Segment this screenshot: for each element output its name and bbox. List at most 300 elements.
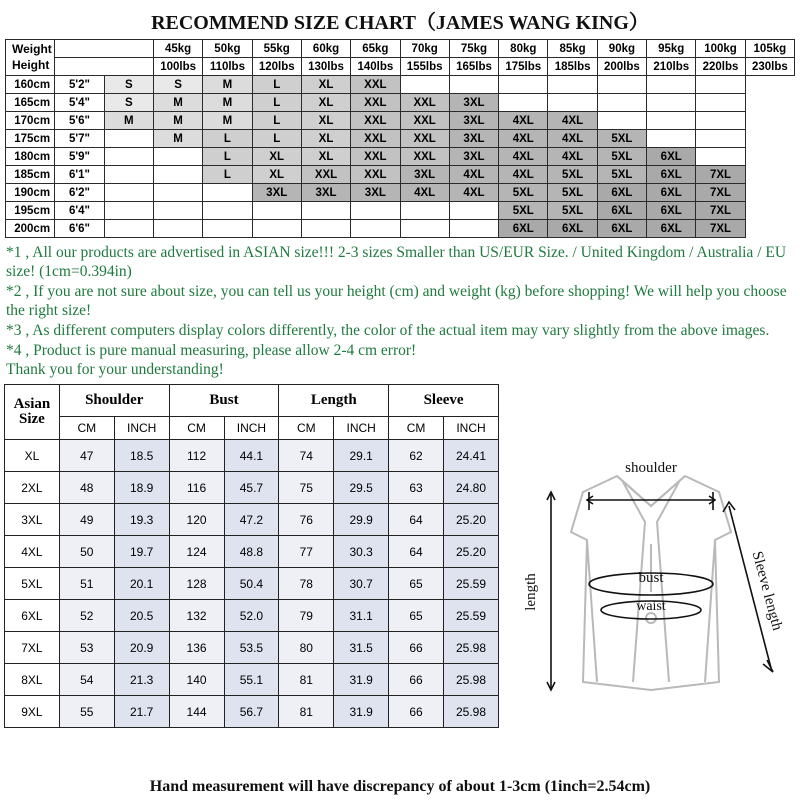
size-cell-r4-c0 (104, 148, 153, 166)
spacer-cell (55, 40, 154, 58)
meas-cell-r8-c2: 144 (169, 696, 224, 728)
meas-cell-r5-c6: 65 (389, 600, 444, 632)
lbs-header-7: 175lbs (499, 58, 548, 76)
table-row (5, 696, 499, 728)
meas-cell-r6-c5: 31.5 (334, 632, 389, 664)
size-cell-r3-c10: 5XL (597, 130, 646, 148)
asian-size-4XL: 4XL (5, 536, 60, 568)
size-cell-r1-c6: XXL (400, 94, 449, 112)
size-cell-r6-c6: 4XL (400, 184, 449, 202)
meas-cell-r7-c3: 55.1 (224, 664, 279, 696)
size-cell-r8-c8: 6XL (499, 220, 548, 238)
size-cell-r2-c5: XXL (351, 112, 400, 130)
size-cell-r2-c11 (647, 112, 696, 130)
size-cell-r4-c9: 4XL (548, 148, 597, 166)
note-3: *3 , As different computers display colors differently, the color of the actual item may vary slightly from the above images. (6, 321, 770, 339)
meas-cell-r1-c1: 18.9 (114, 472, 169, 504)
label-waist: waist (636, 599, 666, 615)
unit-3: INCH (224, 417, 279, 440)
size-cell-r2-c9: 4XL (548, 112, 597, 130)
size-cell-r2-c1: M (153, 112, 202, 130)
size-cell-r7-c8: 5XL (499, 202, 548, 220)
height-ft-5: 6'1" (55, 166, 104, 184)
lbs-header-4: 140lbs (351, 58, 400, 76)
meas-cell-r1-c2: 116 (169, 472, 224, 504)
meas-cell-r7-c1: 21.3 (114, 664, 169, 696)
asian-size-7XL: 7XL (5, 632, 60, 664)
size-cell-r7-c6 (400, 202, 449, 220)
meas-cell-r1-c3: 45.7 (224, 472, 279, 504)
size-cell-r5-c7: 4XL (449, 166, 498, 184)
size-cell-r7-c5 (351, 202, 400, 220)
meas-cell-r8-c3: 56.7 (224, 696, 279, 728)
meas-cell-r5-c5: 31.1 (334, 600, 389, 632)
size-cell-r0-c3: L (252, 76, 301, 94)
meas-cell-r2-c5: 29.9 (334, 504, 389, 536)
meas-cell-r0-c4: 74 (279, 440, 334, 472)
height-ft-1: 5'4" (55, 94, 104, 112)
meas-cell-r7-c5: 31.9 (334, 664, 389, 696)
kg-header-6: 75kg (449, 40, 498, 58)
unit-0: CM (59, 417, 114, 440)
lbs-header-10: 210lbs (647, 58, 696, 76)
height-label: Height (12, 57, 50, 72)
height-ft-6: 6'2" (55, 184, 104, 202)
meas-cell-r6-c4: 80 (279, 632, 334, 664)
size-cell-r6-c9: 5XL (548, 184, 597, 202)
size-cell-r2-c6: XXL (400, 112, 449, 130)
asian-size-8XL: 8XL (5, 664, 60, 696)
table-row (5, 568, 499, 600)
label-sleeve-length: Sleeve length (748, 550, 786, 633)
meas-cell-r0-c2: 112 (169, 440, 224, 472)
size-cell-r0-c6 (400, 76, 449, 94)
size-cell-r7-c7 (449, 202, 498, 220)
kg-header-11: 100kg (696, 40, 745, 58)
size-cell-r4-c11: 6XL (647, 148, 696, 166)
unit-6: CM (389, 417, 444, 440)
meas-cell-r2-c4: 76 (279, 504, 334, 536)
size-cell-r3-c9: 4XL (548, 130, 597, 148)
unit-5: INCH (334, 417, 389, 440)
meas-cell-r4-c5: 30.7 (334, 568, 389, 600)
group-shoulder: Shoulder (59, 385, 169, 417)
note-1: *1 , All our products are advertised in ASIAN size!!! 2-3 sizes Smaller than US/EUR Size. / United Kingdom / Australia / EU size! (1cm=0.394in) (6, 244, 787, 280)
size-cell-r8-c12: 7XL (696, 220, 745, 238)
height-cm-7: 195cm (6, 202, 55, 220)
size-cell-r6-c3: 3XL (252, 184, 301, 202)
meas-cell-r2-c7: 25.20 (444, 504, 499, 536)
height-cm-2: 170cm (6, 112, 55, 130)
height-ft-8: 6'6" (55, 220, 104, 238)
height-cm-6: 190cm (6, 184, 55, 202)
size-cell-r2-c10 (597, 112, 646, 130)
meas-cell-r0-c6: 62 (389, 440, 444, 472)
meas-cell-r8-c6: 66 (389, 696, 444, 728)
meas-cell-r2-c0: 49 (59, 504, 114, 536)
size-cell-r8-c0 (104, 220, 153, 238)
size-cell-r4-c4: XL (301, 148, 350, 166)
kg-header-3: 60kg (301, 40, 350, 58)
size-cell-r8-c9: 6XL (548, 220, 597, 238)
meas-cell-r4-c3: 50.4 (224, 568, 279, 600)
jacket-svg (505, 432, 797, 732)
size-cell-r4-c8: 4XL (499, 148, 548, 166)
group-length: Length (279, 385, 389, 417)
table-row (6, 184, 795, 202)
size-cell-r6-c4: 3XL (301, 184, 350, 202)
size-cell-r7-c1 (153, 202, 202, 220)
size-cell-r5-c5: XXL (351, 166, 400, 184)
label-length: length (523, 573, 539, 612)
meas-cell-r7-c0: 54 (59, 664, 114, 696)
meas-cell-r7-c7: 25.98 (444, 664, 499, 696)
table-row (5, 600, 499, 632)
meas-cell-r6-c1: 20.9 (114, 632, 169, 664)
table-row (6, 76, 795, 94)
size-cell-r4-c7: 3XL (449, 148, 498, 166)
meas-cell-r6-c2: 136 (169, 632, 224, 664)
size-cell-r8-c1 (153, 220, 202, 238)
label-bust: bust (638, 570, 664, 587)
size-cell-r7-c2 (203, 202, 252, 220)
size-cell-r0-c1: S (153, 76, 202, 94)
table-row-kg-header (6, 40, 795, 58)
meas-cell-r3-c7: 25.20 (444, 536, 499, 568)
size-cell-r6-c1 (153, 184, 202, 202)
size-cell-r8-c2 (203, 220, 252, 238)
measurement-unit-header-row (5, 417, 499, 440)
meas-cell-r5-c7: 25.59 (444, 600, 499, 632)
meas-cell-r3-c1: 19.7 (114, 536, 169, 568)
size-cell-r4-c3: XL (252, 148, 301, 166)
meas-cell-r3-c0: 50 (59, 536, 114, 568)
note-2: *2 , If you are not sure about size, you can tell us your height (cm) and weight (kg) before shopping! We will help you choose the right size! (6, 282, 787, 319)
height-cm-4: 180cm (6, 148, 55, 166)
meas-cell-r4-c4: 78 (279, 568, 334, 600)
meas-cell-r2-c6: 64 (389, 504, 444, 536)
meas-cell-r2-c3: 47.2 (224, 504, 279, 536)
meas-cell-r0-c3: 44.1 (224, 440, 279, 472)
jacket-measurement-diagram (505, 432, 797, 732)
height-ft-3: 5'7" (55, 130, 104, 148)
table-row (6, 148, 795, 166)
kg-header-12: 105kg (745, 40, 794, 58)
meas-cell-r1-c0: 48 (59, 472, 114, 504)
size-cell-r0-c12 (696, 76, 745, 94)
size-cell-r1-c0: S (104, 94, 153, 112)
size-chart-body (6, 76, 795, 238)
height-cm-0: 160cm (6, 76, 55, 94)
height-ft-0: 5'2" (55, 76, 104, 94)
size-cell-r6-c7: 4XL (449, 184, 498, 202)
table-row (6, 112, 795, 130)
kg-header-2: 55kg (252, 40, 301, 58)
asian-size-XL: XL (5, 440, 60, 472)
asian-size-6XL: 6XL (5, 600, 60, 632)
lbs-header-0: 100lbs (153, 58, 202, 76)
meas-cell-r3-c2: 124 (169, 536, 224, 568)
size-cell-r6-c12: 7XL (696, 184, 745, 202)
kg-header-4: 65kg (351, 40, 400, 58)
meas-cell-r4-c2: 128 (169, 568, 224, 600)
height-cm-8: 200cm (6, 220, 55, 238)
size-cell-r5-c3: XL (252, 166, 301, 184)
lbs-header-6: 165lbs (449, 58, 498, 76)
notes-block (6, 244, 796, 380)
size-cell-r3-c8: 4XL (499, 130, 548, 148)
size-cell-r5-c2: L (203, 166, 252, 184)
size-cell-r7-c0 (104, 202, 153, 220)
meas-cell-r8-c1: 21.7 (114, 696, 169, 728)
kg-header-9: 90kg (597, 40, 646, 58)
meas-cell-r0-c1: 18.5 (114, 440, 169, 472)
unit-1: INCH (114, 417, 169, 440)
note-thanks: Thank you for your understanding! (6, 361, 224, 379)
lbs-header-11: 220lbs (696, 58, 745, 76)
asian-size-9XL: 9XL (5, 696, 60, 728)
size-cell-r8-c10: 6XL (597, 220, 646, 238)
size-cell-r3-c4: XL (301, 130, 350, 148)
group-sleeve: Sleeve (389, 385, 499, 417)
size-cell-r3-c3: L (252, 130, 301, 148)
meas-cell-r3-c3: 48.8 (224, 536, 279, 568)
lbs-header-9: 200lbs (597, 58, 646, 76)
size-cell-r6-c8: 5XL (499, 184, 548, 202)
asian-size-2XL: 2XL (5, 472, 60, 504)
meas-cell-r4-c7: 25.59 (444, 568, 499, 600)
size-cell-r0-c2: M (203, 76, 252, 94)
size-cell-r5-c0 (104, 166, 153, 184)
table-row-lbs-header (6, 58, 795, 76)
size-cell-r5-c11: 6XL (647, 166, 696, 184)
kg-header-8: 85kg (548, 40, 597, 58)
meas-cell-r6-c3: 53.5 (224, 632, 279, 664)
table-row (5, 536, 499, 568)
height-ft-2: 5'6" (55, 112, 104, 130)
lbs-header-2: 120lbs (252, 58, 301, 76)
unit-4: CM (279, 417, 334, 440)
table-row (5, 440, 499, 472)
size-cell-r3-c7: 3XL (449, 130, 498, 148)
size-cell-r4-c1 (153, 148, 202, 166)
table-row (5, 504, 499, 536)
meas-cell-r1-c7: 24.80 (444, 472, 499, 504)
table-row (6, 94, 795, 112)
lbs-header-12: 230lbs (745, 58, 794, 76)
recommend-size-table (5, 39, 795, 238)
size-cell-r2-c4: XL (301, 112, 350, 130)
weight-label: Weight (12, 41, 52, 56)
size-cell-r4-c2: L (203, 148, 252, 166)
table-row (6, 202, 795, 220)
kg-header-0: 45kg (153, 40, 202, 58)
lbs-header-3: 130lbs (301, 58, 350, 76)
kg-header-10: 95kg (647, 40, 696, 58)
size-cell-r0-c0: S (104, 76, 153, 94)
asian-size-3XL: 3XL (5, 504, 60, 536)
measurement-group-header-row (5, 385, 499, 417)
size-cell-r4-c5: XXL (351, 148, 400, 166)
size-cell-r6-c2 (203, 184, 252, 202)
kg-header-7: 80kg (499, 40, 548, 58)
meas-cell-r0-c7: 24.41 (444, 440, 499, 472)
height-ft-4: 5'9" (55, 148, 104, 166)
size-cell-r5-c6: 3XL (400, 166, 449, 184)
size-cell-r2-c0: M (104, 112, 153, 130)
size-cell-r1-c4: XL (301, 94, 350, 112)
meas-cell-r2-c1: 19.3 (114, 504, 169, 536)
meas-cell-r4-c6: 65 (389, 568, 444, 600)
size-cell-r5-c4: XXL (301, 166, 350, 184)
height-ft-7: 6'4" (55, 202, 104, 220)
size-cell-r8-c5 (351, 220, 400, 238)
size-cell-r0-c5: XXL (351, 76, 400, 94)
size-cell-r2-c8: 4XL (499, 112, 548, 130)
meas-cell-r6-c6: 66 (389, 632, 444, 664)
asian-size-header (5, 385, 60, 440)
meas-cell-r0-c5: 29.1 (334, 440, 389, 472)
size-cell-r6-c11: 6XL (647, 184, 696, 202)
size-cell-r7-c3 (252, 202, 301, 220)
size-cell-r6-c0 (104, 184, 153, 202)
size-cell-r7-c9: 5XL (548, 202, 597, 220)
size-cell-r2-c7: 3XL (449, 112, 498, 130)
size-cell-r8-c6 (400, 220, 449, 238)
size-cell-r8-c11: 6XL (647, 220, 696, 238)
measurement-table-body (5, 440, 499, 728)
table-row (6, 166, 795, 184)
size-cell-r6-c10: 6XL (597, 184, 646, 202)
table-row (5, 632, 499, 664)
size-cell-r3-c1: M (153, 130, 202, 148)
lbs-header-1: 110lbs (203, 58, 252, 76)
size-cell-r8-c7 (449, 220, 498, 238)
size-cell-r1-c1: M (153, 94, 202, 112)
table-row (5, 472, 499, 504)
table-row (6, 130, 795, 148)
height-cm-3: 175cm (6, 130, 55, 148)
lbs-header-8: 185lbs (548, 58, 597, 76)
height-cm-5: 185cm (6, 166, 55, 184)
table-row (5, 664, 499, 696)
size-cell-r6-c5: 3XL (351, 184, 400, 202)
meas-cell-r5-c0: 52 (59, 600, 114, 632)
size-cell-r1-c3: L (252, 94, 301, 112)
unit-7: INCH (444, 417, 499, 440)
size-cell-r0-c9 (548, 76, 597, 94)
meas-cell-r5-c2: 132 (169, 600, 224, 632)
meas-cell-r8-c4: 81 (279, 696, 334, 728)
meas-cell-r0-c0: 47 (59, 440, 114, 472)
size-cell-r1-c9 (548, 94, 597, 112)
size-cell-r7-c10: 6XL (597, 202, 646, 220)
asian-size-5XL: 5XL (5, 568, 60, 600)
meas-cell-r7-c2: 140 (169, 664, 224, 696)
meas-cell-r1-c5: 29.5 (334, 472, 389, 504)
corner-weight-height-label (6, 40, 55, 76)
group-bust: Bust (169, 385, 279, 417)
size-cell-r3-c11 (647, 130, 696, 148)
meas-cell-r3-c4: 77 (279, 536, 334, 568)
size-cell-r3-c12 (696, 130, 745, 148)
height-cm-1: 165cm (6, 94, 55, 112)
size-cell-r3-c5: XXL (351, 130, 400, 148)
size-cell-r7-c4 (301, 202, 350, 220)
table-row (6, 220, 795, 238)
meas-cell-r7-c6: 66 (389, 664, 444, 696)
note-4: *4 , Product is pure manual measuring, please allow 2-4 cm error! (6, 341, 417, 359)
asian-size-line1: Asian (13, 395, 51, 412)
unit-2: CM (169, 417, 224, 440)
meas-cell-r4-c1: 20.1 (114, 568, 169, 600)
lower-section (0, 384, 800, 734)
size-cell-r5-c10: 5XL (597, 166, 646, 184)
size-cell-r8-c4 (301, 220, 350, 238)
label-shoulder: shoulder (625, 460, 677, 477)
size-cell-r5-c8: 4XL (499, 166, 548, 184)
size-cell-r4-c6: XXL (400, 148, 449, 166)
size-cell-r2-c2: M (203, 112, 252, 130)
size-cell-r1-c7: 3XL (449, 94, 498, 112)
size-cell-r3-c2: L (203, 130, 252, 148)
size-cell-r8-c3 (252, 220, 301, 238)
meas-cell-r6-c0: 53 (59, 632, 114, 664)
lbs-header-5: 155lbs (400, 58, 449, 76)
meas-cell-r3-c6: 64 (389, 536, 444, 568)
size-cell-r3-c0 (104, 130, 153, 148)
meas-cell-r8-c7: 25.98 (444, 696, 499, 728)
size-cell-r1-c11 (647, 94, 696, 112)
size-cell-r1-c2: M (203, 94, 252, 112)
meas-cell-r5-c3: 52.0 (224, 600, 279, 632)
footer-note: Hand measurement will have discrepancy of about 1-3cm (1inch=2.54cm) (149, 778, 651, 795)
meas-cell-r3-c5: 30.3 (334, 536, 389, 568)
size-cell-r0-c8 (499, 76, 548, 94)
size-cell-r0-c10 (597, 76, 646, 94)
size-cell-r1-c10 (597, 94, 646, 112)
size-cell-r5-c1 (153, 166, 202, 184)
page-title: RECOMMEND SIZE CHART（JAMES WANG KING） (151, 12, 649, 34)
spacer-cell-2 (55, 58, 154, 76)
size-cell-r7-c12: 7XL (696, 202, 745, 220)
meas-cell-r8-c5: 31.9 (334, 696, 389, 728)
meas-cell-r1-c6: 63 (389, 472, 444, 504)
size-cell-r4-c10: 5XL (597, 148, 646, 166)
asian-size-line2: Size (19, 411, 45, 428)
meas-cell-r6-c7: 25.98 (444, 632, 499, 664)
meas-cell-r8-c0: 55 (59, 696, 114, 728)
meas-cell-r1-c4: 75 (279, 472, 334, 504)
size-cell-r0-c7 (449, 76, 498, 94)
size-cell-r7-c11: 6XL (647, 202, 696, 220)
meas-cell-r4-c0: 51 (59, 568, 114, 600)
size-cell-r1-c8 (499, 94, 548, 112)
meas-cell-r7-c4: 81 (279, 664, 334, 696)
size-cell-r0-c11 (647, 76, 696, 94)
meas-cell-r5-c4: 79 (279, 600, 334, 632)
size-cell-r2-c3: L (252, 112, 301, 130)
meas-cell-r2-c2: 120 (169, 504, 224, 536)
size-cell-r1-c5: XXL (351, 94, 400, 112)
size-cell-r5-c12: 7XL (696, 166, 745, 184)
measurement-table (4, 384, 499, 728)
meas-cell-r5-c1: 20.5 (114, 600, 169, 632)
size-cell-r0-c4: XL (301, 76, 350, 94)
size-cell-r2-c12 (696, 112, 745, 130)
size-cell-r3-c6: XXL (400, 130, 449, 148)
size-cell-r5-c9: 5XL (548, 166, 597, 184)
